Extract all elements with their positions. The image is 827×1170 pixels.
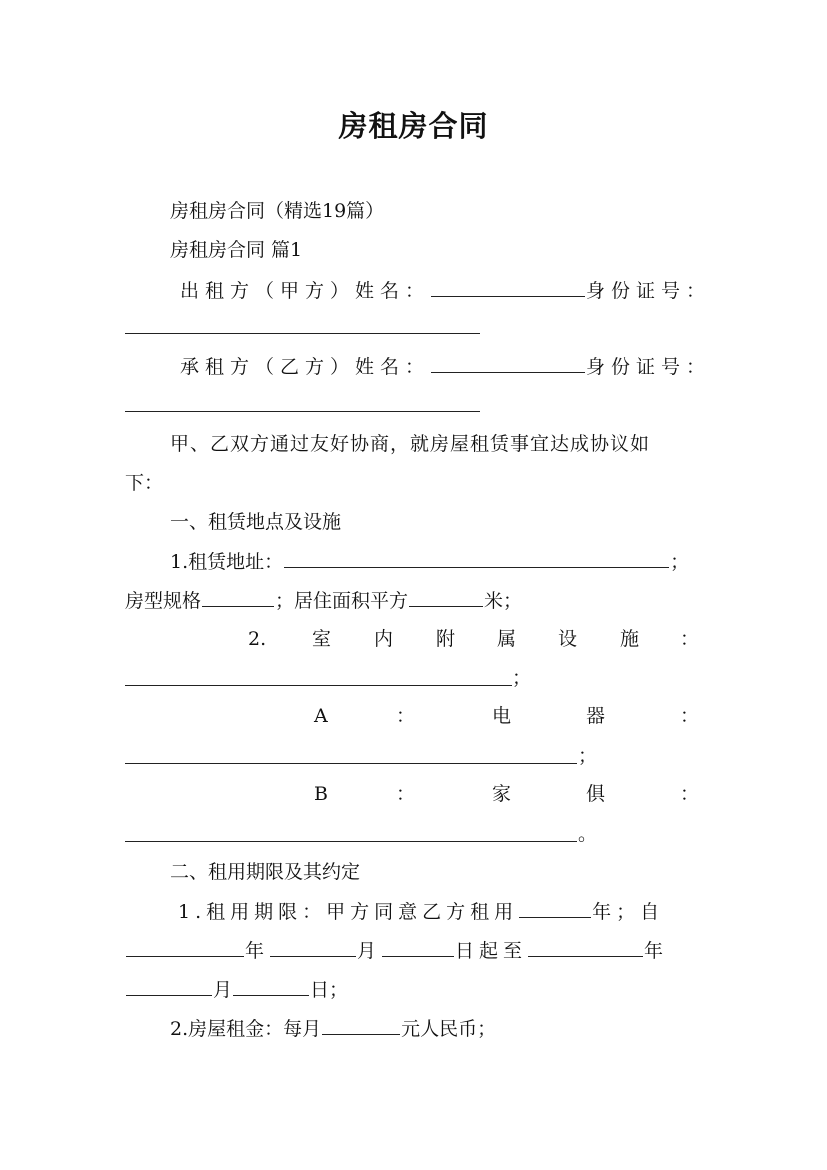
start-month-unit: 月	[357, 940, 382, 962]
area-label: ；居住面积平方	[275, 590, 409, 612]
appliances-char: 器	[586, 705, 606, 727]
opening-line-1: 甲、乙双方通过友好协商，就房屋租赁事宜达成协议如	[170, 433, 651, 455]
furniture-char: 俱	[586, 783, 606, 805]
address-label: 1.租赁地址：	[170, 551, 284, 573]
start-month-blank	[270, 938, 356, 957]
rent-line	[170, 1016, 496, 1041]
fixtures-colon: ：	[680, 628, 700, 650]
fixtures-char: 属	[497, 628, 517, 650]
address-line	[170, 549, 689, 574]
term-label: 1.租用期限：甲方同意乙方租用	[178, 901, 519, 923]
fixtures-char: 设	[558, 628, 578, 650]
fixtures-char: 附	[436, 628, 456, 650]
start-day-blank	[382, 938, 454, 957]
area-blank	[409, 588, 483, 607]
lessor-line	[180, 278, 711, 303]
opening-line-2: 下：	[125, 472, 164, 494]
end-month-unit: 月	[213, 979, 233, 1001]
end-day-unit: 日；	[310, 979, 349, 1001]
layout-area-line	[125, 588, 522, 613]
lessee-line	[180, 354, 711, 379]
furniture-blank	[125, 841, 577, 842]
appliances-blank	[125, 763, 577, 764]
term-line	[178, 899, 664, 924]
lessor-label: 出租方（甲方）姓名：	[180, 280, 431, 302]
appliances-letter: A	[314, 705, 328, 727]
start-date-line	[125, 938, 668, 963]
layout-blank	[202, 588, 274, 607]
appliances-char: 电	[492, 705, 512, 727]
end-day-blank	[233, 977, 309, 996]
start-year-blank	[126, 938, 244, 957]
section-heading: 房租房合同 篇1	[170, 239, 303, 261]
term-years-blank	[519, 899, 591, 918]
end-year-blank	[528, 938, 643, 957]
furniture-colon: ：	[396, 783, 416, 805]
term-year-unit: 年	[592, 901, 617, 923]
address-blank	[284, 549, 669, 568]
lessor-name-blank	[431, 278, 585, 297]
end-date-line	[125, 977, 348, 1002]
lessee-name-blank	[431, 354, 585, 373]
address-end: ；	[670, 551, 690, 573]
lessee-id-blank	[125, 411, 480, 412]
document-title: 房租房合同	[338, 109, 489, 143]
fixtures-end: ；	[512, 667, 532, 689]
end-month-blank	[126, 977, 212, 996]
fixtures-char: 室	[312, 628, 332, 650]
term-from: ；自	[616, 901, 665, 923]
lessee-label: 承租方（乙方）姓名：	[180, 356, 431, 378]
start-year-unit: 年	[245, 940, 270, 962]
furniture-letter: B	[314, 783, 328, 805]
area-unit: 米；	[484, 590, 523, 612]
end-year-unit: 年	[644, 940, 669, 962]
fixtures-blank	[125, 685, 512, 686]
lessee-id-label: 身份证号：	[586, 356, 712, 378]
start-day-unit: 日起至	[455, 940, 528, 962]
appliances-colon: ：	[396, 705, 416, 727]
fixtures-char: 施	[620, 628, 640, 650]
lessor-id-blank	[125, 333, 480, 334]
furniture-end: 。	[578, 823, 598, 845]
rent-amount-blank	[322, 1016, 400, 1035]
section-1-heading: 一、租赁地点及设施	[170, 511, 342, 533]
furniture-colon-end: ：	[680, 783, 700, 805]
fixtures-char: 内	[374, 628, 394, 650]
furniture-char: 家	[492, 783, 512, 805]
collection-title: 房租房合同（精选19篇）	[170, 200, 385, 222]
rent-unit: 元人民币；	[401, 1018, 497, 1040]
rent-label: 2.房屋租金：每月	[170, 1018, 322, 1040]
appliances-end: ；	[578, 745, 598, 767]
section-2-heading: 二、租用期限及其约定	[170, 861, 361, 883]
appliances-colon-end: ：	[680, 705, 700, 727]
layout-label: 房型规格	[125, 590, 202, 612]
lessor-id-label: 身份证号：	[586, 280, 712, 302]
fixtures-num: 2.	[248, 628, 267, 650]
